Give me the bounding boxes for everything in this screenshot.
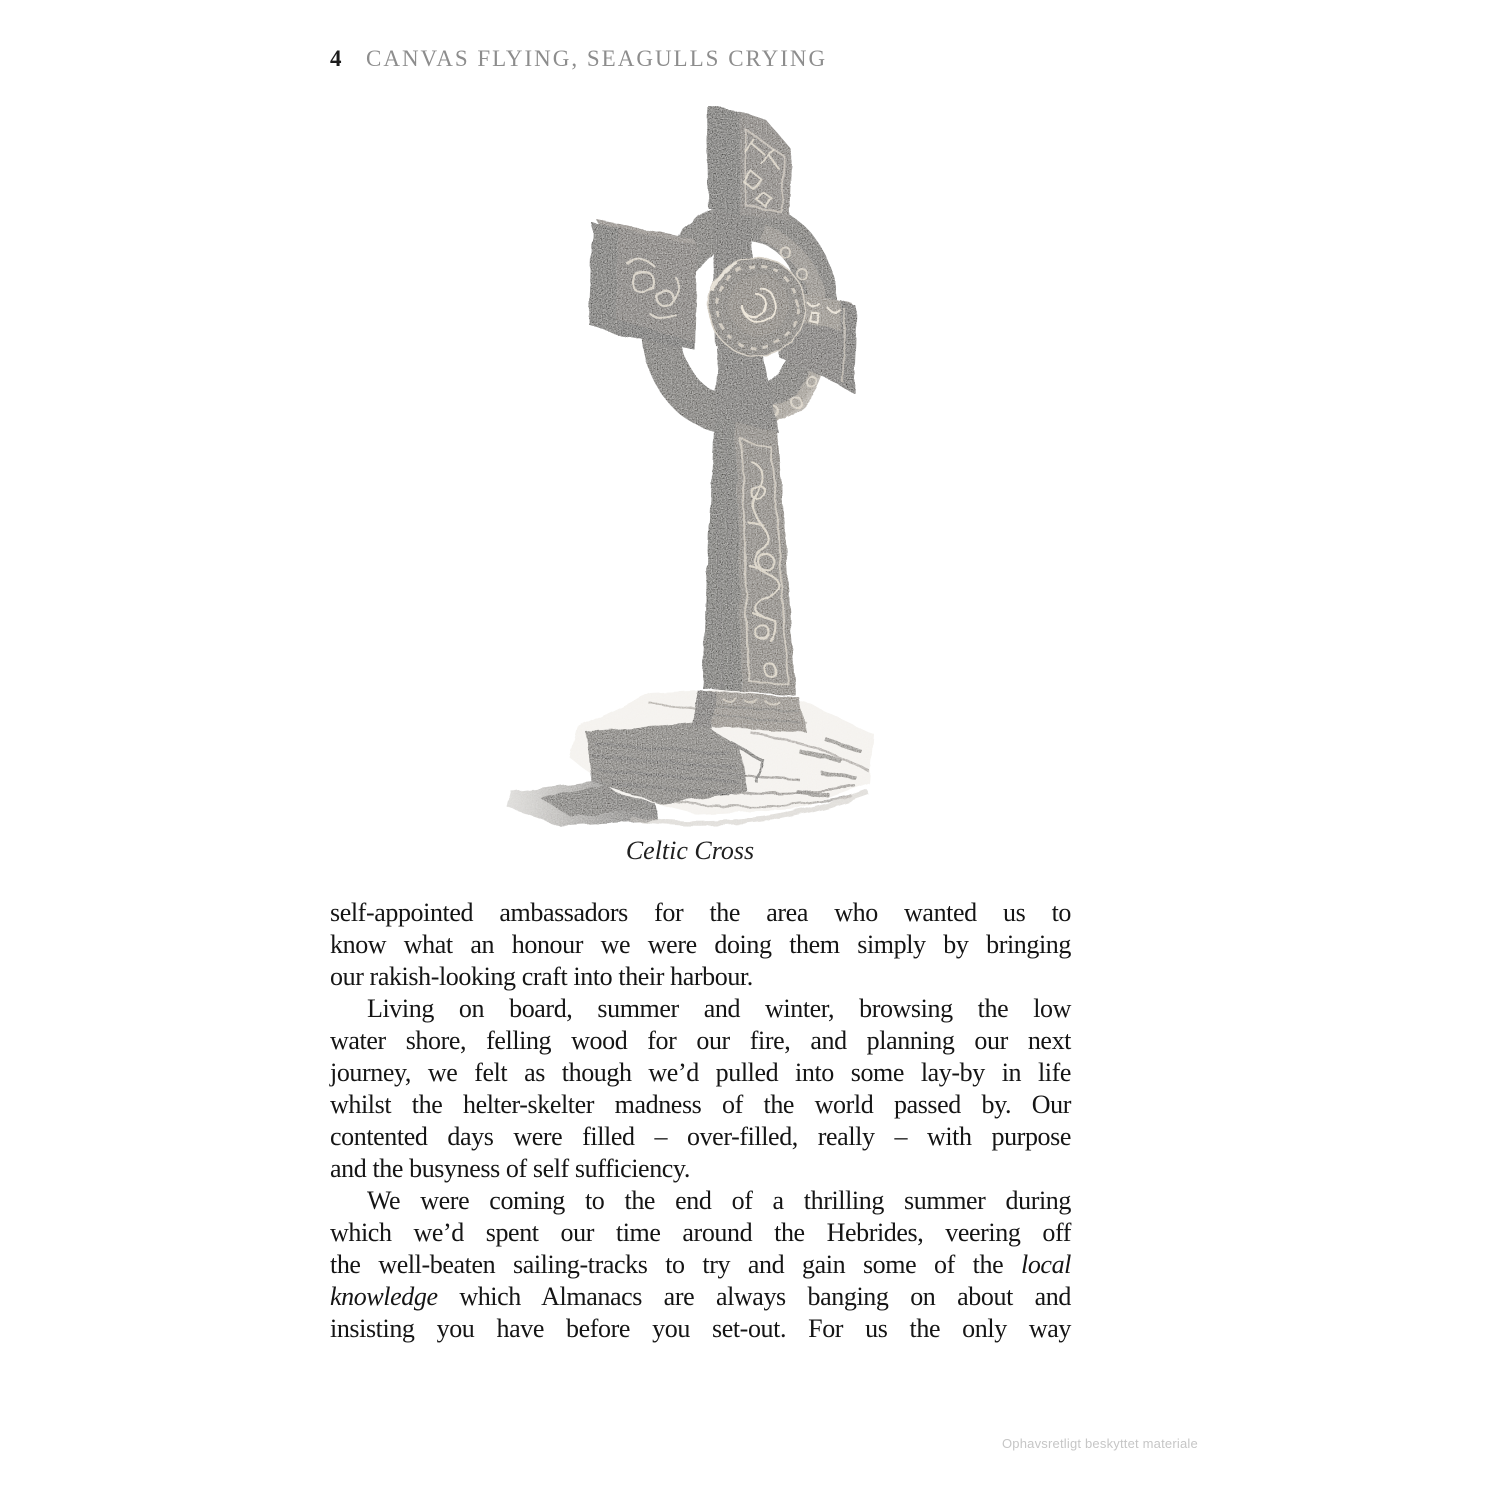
copyright-watermark: Ophavsretligt beskyttet materiale: [1002, 1436, 1198, 1451]
body-line: insisting you have before you set-out. For us the only way: [330, 1314, 1071, 1343]
body-line: which we’d spent our time around the Hebrides, veering off: [330, 1218, 1071, 1247]
body-text: [330, 897, 1071, 1345]
cross-top-arm: [707, 105, 792, 220]
page-number: 4: [330, 46, 342, 71]
cross-boss: [709, 258, 805, 356]
shaft-plinth: [692, 690, 806, 732]
celtic-cross-illustration: [500, 92, 920, 832]
body-line: contented days were filled – over-filled, really – with purpose: [330, 1122, 1071, 1151]
body-line: our rakish-looking craft into their harbour.: [330, 962, 753, 991]
running-head: [330, 46, 827, 72]
body-line: water shore, felling wood for our fire, and planning our next: [330, 1026, 1071, 1055]
illustration-caption: Celtic Cross: [625, 836, 755, 865]
body-line: journey, we felt as though we’d pulled into some lay-by in life: [330, 1058, 1071, 1087]
running-head-title: CANVAS FLYING, SEAGULLS CRYING: [366, 46, 828, 71]
body-line: We were coming to the end of a thrilling summer during: [367, 1186, 1071, 1215]
body-line: and the busyness of self sufficiency.: [330, 1154, 690, 1183]
body-line: knowledge which Almanacs are always banging on about and: [330, 1282, 1071, 1311]
body-line: Living on board, summer and winter, browsing the low: [367, 994, 1071, 1023]
celtic-cross-drawing: [500, 92, 920, 832]
cross-left-arm: [589, 220, 699, 350]
body-line: self-appointed ambassadors for the area who wanted us to: [330, 898, 1071, 927]
cross-shaft: [702, 418, 796, 696]
body-line: the well-beaten sailing-tracks to try and gain some of the local: [330, 1250, 1071, 1279]
body-line: whilst the helter-skelter madness of the world passed by. Our: [330, 1090, 1071, 1119]
body-line: know what an honour we were doing them simply by bringing: [330, 930, 1071, 959]
